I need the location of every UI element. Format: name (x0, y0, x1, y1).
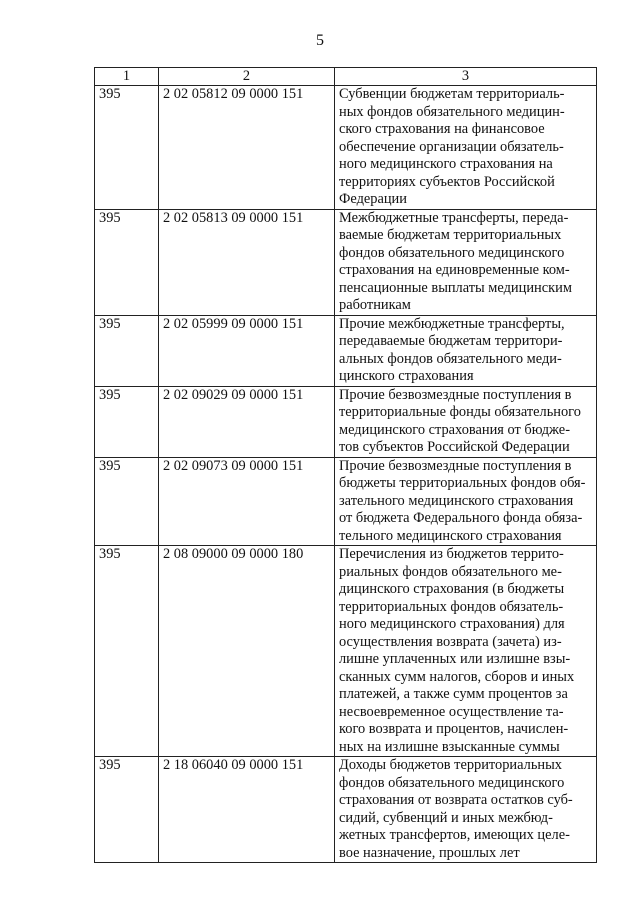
description-line: страхования от возврата остатков суб- (339, 792, 573, 808)
admin-code-cell: 395 (95, 209, 159, 315)
table-row (95, 546, 597, 757)
budget-classification-code-cell: 2 02 05813 09 0000 151 (159, 209, 335, 315)
budget-classification-code-cell: 2 02 05812 09 0000 151 (159, 86, 335, 210)
table-row (95, 315, 597, 386)
table-row (95, 457, 597, 546)
description-line: фондов обязательного медицинского (339, 774, 565, 791)
column-header-3: 3 (335, 68, 597, 86)
description-cell (335, 757, 597, 863)
description-line: лишне уплаченных или излишне взы- (339, 651, 571, 667)
description-line: ных на излишне взысканные суммы (339, 738, 560, 755)
description-line: ных фондов обязательного медицин- (339, 103, 565, 120)
description-cell (335, 209, 597, 315)
admin-code-cell: 395 (95, 546, 159, 757)
description-line: ного медицинского страхования) для (339, 616, 565, 632)
description-line: Доходы бюджетов территориальных (339, 757, 562, 773)
page-number: 5 (316, 32, 324, 49)
table-row (95, 386, 597, 457)
table-header-row (95, 68, 597, 86)
table-row (95, 86, 597, 210)
description-line: риальных фондов обязательного ме- (339, 563, 562, 580)
description-cell (335, 386, 597, 457)
description-line: территориальных фондов обязатель- (339, 598, 564, 615)
description-cell (335, 457, 597, 546)
admin-code-cell: 395 (95, 757, 159, 863)
admin-code-cell: 395 (95, 86, 159, 210)
description-line: осуществления возврата (зачета) из- (339, 633, 562, 650)
description-line: альных фондов обязательного меди- (339, 350, 562, 367)
budget-classification-code-cell: 2 18 06040 09 0000 151 (159, 757, 335, 863)
description-line: медицинского страхования от бюдже- (339, 421, 570, 438)
description-line: Федерации (339, 191, 407, 207)
column-header-2: 2 (159, 68, 335, 86)
description-line: тельного медицинского страхования (339, 527, 562, 544)
description-line: территориальные фонды обязательного (339, 404, 581, 420)
description-line: территориях субъектов Российской (339, 173, 555, 190)
description-line: сидий, субвенций и иных межбюд- (339, 809, 553, 826)
description-line: платежей, а также сумм процентов за (339, 686, 568, 702)
description-line: Межбюджетные трансферты, переда- (339, 209, 569, 226)
budget-classification-code-cell: 2 02 09073 09 0000 151 (159, 457, 335, 546)
description-line: ского страхования на финансовое (339, 121, 545, 137)
description-line: фондов обязательного медицинского (339, 244, 565, 261)
description-line: бюджеты территориальных фондов обя- (339, 475, 586, 491)
table-row (95, 757, 597, 863)
description-line: несвоевременное осуществление та- (339, 703, 564, 720)
description-line: Прочие межбюджетные трансферты, (339, 315, 565, 332)
description-line: от бюджета Федерального фонда обяза- (339, 510, 583, 526)
description-line: обеспечение организации обязатель- (339, 138, 564, 155)
admin-code-cell: 395 (95, 315, 159, 386)
description-line: жетных трансфертов, имеющих целе- (339, 827, 570, 843)
description-line: Прочие безвозмездные поступления в (339, 386, 572, 403)
description-line: сканных сумм налогов, сборов и иных (339, 668, 575, 685)
budget-code-table (94, 67, 597, 863)
column-header-1: 1 (95, 68, 159, 86)
budget-classification-code-cell: 2 08 09000 09 0000 180 (159, 546, 335, 757)
budget-classification-code-cell: 2 02 05999 09 0000 151 (159, 315, 335, 386)
description-line: ваемые бюджетам территориальных (339, 227, 562, 243)
description-line: пенсационные выплаты медицинским (339, 279, 572, 296)
description-line: цинского страхования (339, 368, 474, 384)
description-line: вое назначение, прошлых лет (339, 844, 520, 861)
description-line: Прочие безвозмездные поступления в (339, 457, 572, 474)
table-row (95, 209, 597, 315)
description-cell (335, 315, 597, 386)
admin-code-cell: 395 (95, 457, 159, 546)
description-line: страхования на единовременные ком- (339, 262, 570, 278)
description-line: ного медицинского страхования на (339, 156, 553, 172)
description-cell (335, 546, 597, 757)
description-line: дицинского страхования (в бюджеты (339, 581, 565, 597)
description-line: кого возврата и процентов, начислен- (339, 721, 569, 737)
description-line: передаваемые бюджетам территори- (339, 333, 563, 349)
description-line: работникам (339, 297, 411, 313)
table-body (95, 86, 597, 863)
budget-classification-code-cell: 2 02 09029 09 0000 151 (159, 386, 335, 457)
description-cell (335, 86, 597, 210)
description-line: Субвенции бюджетам территориаль- (339, 86, 565, 102)
description-line: тов субъектов Российской Федерации (339, 439, 570, 455)
description-line: зательного медицинского страхования (339, 492, 574, 509)
admin-code-cell: 395 (95, 386, 159, 457)
description-line: Перечисления из бюджетов террито- (339, 546, 564, 562)
